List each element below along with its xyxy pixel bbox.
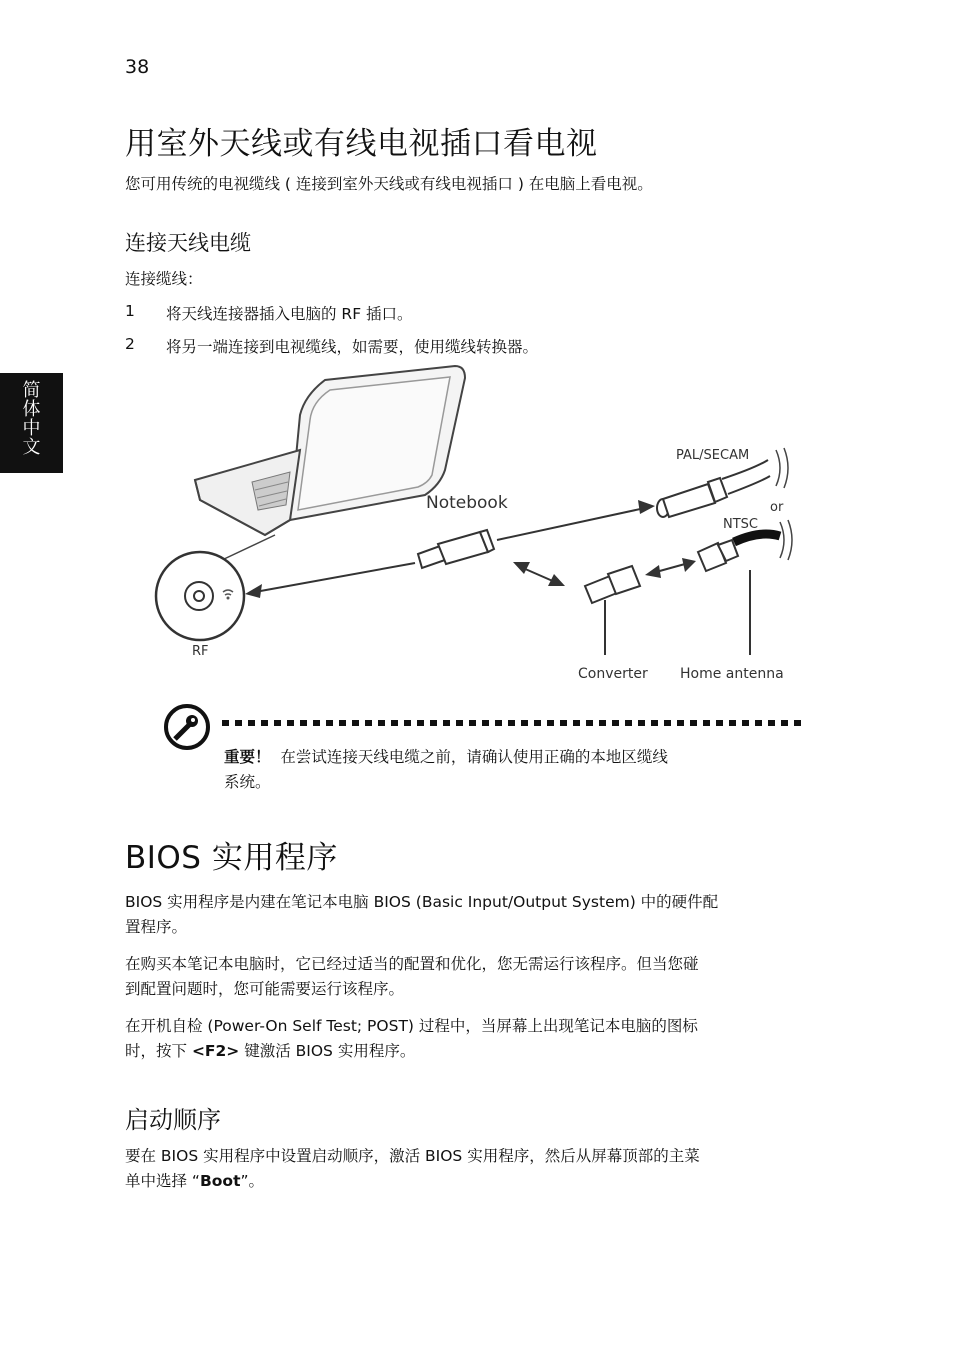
note-line: 在尝试连接天线电缆之前，请确认使用正确的本地区缆线: [280, 748, 668, 766]
pal-secam-label: PAL/SECAM: [676, 448, 750, 463]
side-tab-char: 中: [22, 418, 41, 439]
paragraph-text: ”。: [240, 1172, 265, 1190]
side-tab-char: 体: [22, 399, 41, 420]
ntsc-connector-illustration: [698, 534, 780, 571]
notebook-label: Notebook: [426, 493, 508, 513]
subsection-title-boot-order: 启动顺序: [125, 1106, 221, 1134]
boot-menu-label: Boot: [199, 1172, 241, 1190]
step-number: 1: [125, 302, 135, 320]
step-number: 2: [125, 335, 135, 353]
step-text: 将另一端连接到电视缆线，如需要，使用缆线转换器。: [166, 338, 539, 356]
paragraph-line: [125, 1169, 815, 1194]
paragraph-line: 要在 BIOS 实用程序中设置启动顺序，激活 BIOS 实用程序，然后从屏幕顶部的主菜: [125, 1147, 700, 1165]
side-tab-char: 文: [22, 437, 41, 458]
pal-secam-connector-illustration: [657, 460, 770, 517]
steps-lead: 连接缆线：: [125, 270, 203, 288]
cable-connector-illustration: [418, 530, 494, 568]
section-title-bios: BIOS 实用程序: [125, 840, 338, 876]
f2-key-label: <F2>: [191, 1042, 240, 1060]
page-number: 38: [125, 56, 150, 78]
paragraph-text: 键激活 BIOS 实用程序。: [239, 1042, 416, 1060]
important-note: [224, 745, 784, 795]
subsection-title-antenna: 连接天线电缆: [125, 231, 251, 255]
paragraph-line: BIOS 实用程序是内建在笔记本电脑 BIOS (Basic Input/Output System) 中的硬件配: [125, 893, 719, 911]
note-line: 系统。: [224, 773, 271, 791]
boot-order-paragraph: [125, 1144, 815, 1194]
key-icon: [163, 703, 211, 751]
converter-label: Converter: [578, 666, 648, 682]
paragraph-line: 置程序。: [125, 918, 188, 936]
bios-paragraph-1: [125, 890, 815, 940]
notebook-illustration: [195, 366, 465, 535]
or-label: or: [770, 500, 784, 515]
paragraph-line: [125, 1039, 815, 1064]
language-side-tab: [0, 373, 63, 473]
home-antenna-label: Home antenna: [680, 666, 784, 682]
note-divider: [222, 720, 807, 726]
ntsc-label: NTSC: [723, 517, 758, 532]
bios-paragraph-3: [125, 1014, 815, 1064]
section-title-tv: 用室外天线或有线电视插口看电视: [125, 126, 598, 162]
paragraph-line: 在购买本笔记本电脑时，它已经过适当的配置和优化，您无需运行该程序。但当您碰: [125, 955, 699, 973]
rf-port-illustration: [156, 552, 244, 640]
rf-label: RF: [192, 644, 209, 659]
paragraph-line: 到配置问题时，您可能需要运行该程序。: [125, 980, 405, 998]
note-label: 重要！: [224, 748, 271, 766]
side-tab-char: 简: [22, 380, 41, 401]
antenna-connection-diagram: [140, 360, 820, 700]
bios-paragraph-2: [125, 952, 815, 1002]
converter-illustration: [585, 566, 640, 603]
paragraph-line: 在开机自检 (Power-On Self Test; POST) 过程中，当屏幕上出现笔记本电脑的图标: [125, 1017, 698, 1035]
paragraph-text: 单中选择 “: [125, 1172, 200, 1190]
section-intro-tv: 您可用传统的电视缆线 ( 连接到室外天线或有线电视插口 ) 在电脑上看电视。: [125, 175, 653, 193]
paragraph-text: 时，按下: [125, 1042, 192, 1060]
step-text: 将天线连接器插入电脑的 RF 插口。: [166, 305, 413, 323]
